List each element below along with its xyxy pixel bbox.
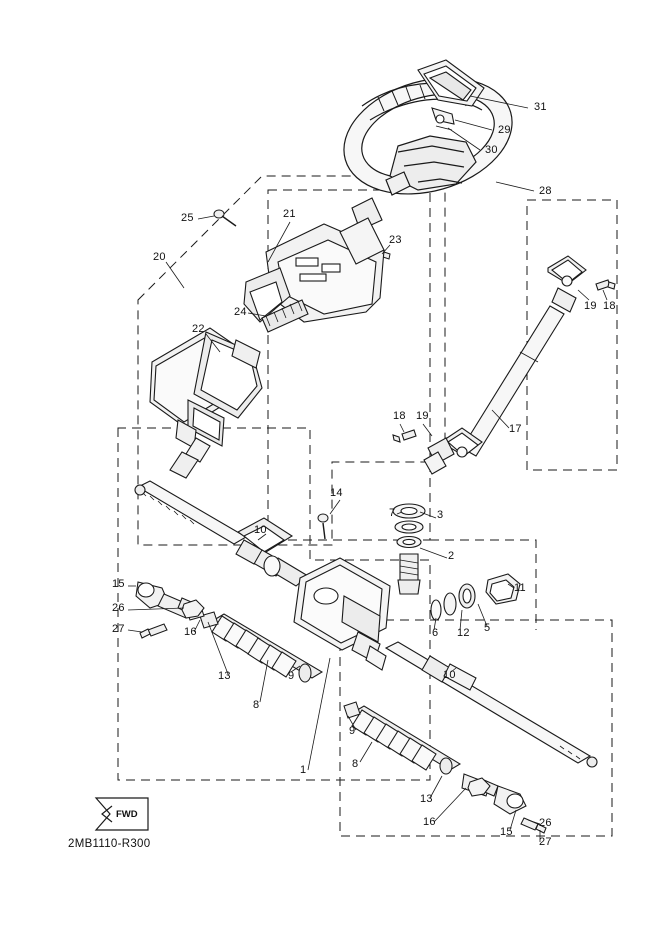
power-steering-motor (150, 328, 262, 478)
callout-27-left: 27 (112, 623, 125, 635)
callout-19-upper: 19 (584, 300, 597, 312)
callout-24: 24 (234, 306, 247, 318)
callout-6: 6 (432, 627, 439, 639)
callout-13-left: 13 (218, 670, 231, 682)
callout-16-right: 16 (423, 816, 436, 828)
intermediate-shaft (393, 256, 615, 474)
callout-2: 2 (448, 550, 455, 562)
callout-31: 31 (534, 101, 547, 113)
callout-27-right: 27 (539, 836, 552, 848)
callout-18-lower: 18 (393, 410, 406, 422)
callout-9-right: 9 (349, 725, 356, 737)
callout-19-lower: 19 (416, 410, 429, 422)
callout-26-right: 26 (539, 817, 552, 829)
part-code-label: 2MB1110-R300 (68, 838, 151, 850)
callout-22: 22 (192, 323, 205, 335)
callout-15-left: 15 (112, 578, 125, 590)
callout-8-right: 8 (352, 758, 359, 770)
callout-8-left: 8 (253, 699, 260, 711)
callout-14: 14 (330, 487, 343, 499)
rack-adjuster-stack (431, 574, 520, 620)
callout-26-left: 26 (112, 602, 125, 614)
callout-3: 3 (437, 509, 444, 521)
callout-15-right: 15 (500, 826, 513, 838)
callout-20: 20 (153, 251, 166, 263)
right-tie-rod-end (462, 774, 546, 833)
callout-1: 1 (300, 764, 307, 776)
callout-18-upper: 18 (603, 300, 616, 312)
callout-17: 17 (509, 423, 522, 435)
callout-30: 30 (485, 144, 498, 156)
callout-9-left: 9 (288, 670, 295, 682)
callout-10-left: 10 (254, 524, 267, 536)
fwd-label: FWD (116, 809, 138, 820)
callout-10-right: 10 (443, 669, 456, 681)
callout-5: 5 (484, 622, 491, 634)
callout-16-left: 16 (184, 626, 197, 638)
callout-23: 23 (389, 234, 402, 246)
callout-28: 28 (539, 185, 552, 197)
callout-13-right: 13 (420, 793, 433, 805)
callout-21: 21 (283, 208, 296, 220)
steering-column-bracket (244, 198, 384, 332)
callout-29: 29 (498, 124, 511, 136)
right-rack-boot (344, 702, 460, 774)
callout-25: 25 (181, 212, 194, 224)
callout-7: 7 (389, 507, 396, 519)
pinion-bearing-stack (393, 504, 425, 594)
callout-12: 12 (457, 627, 470, 639)
bolt-14 (318, 514, 328, 539)
callout-11: 11 (514, 582, 526, 594)
